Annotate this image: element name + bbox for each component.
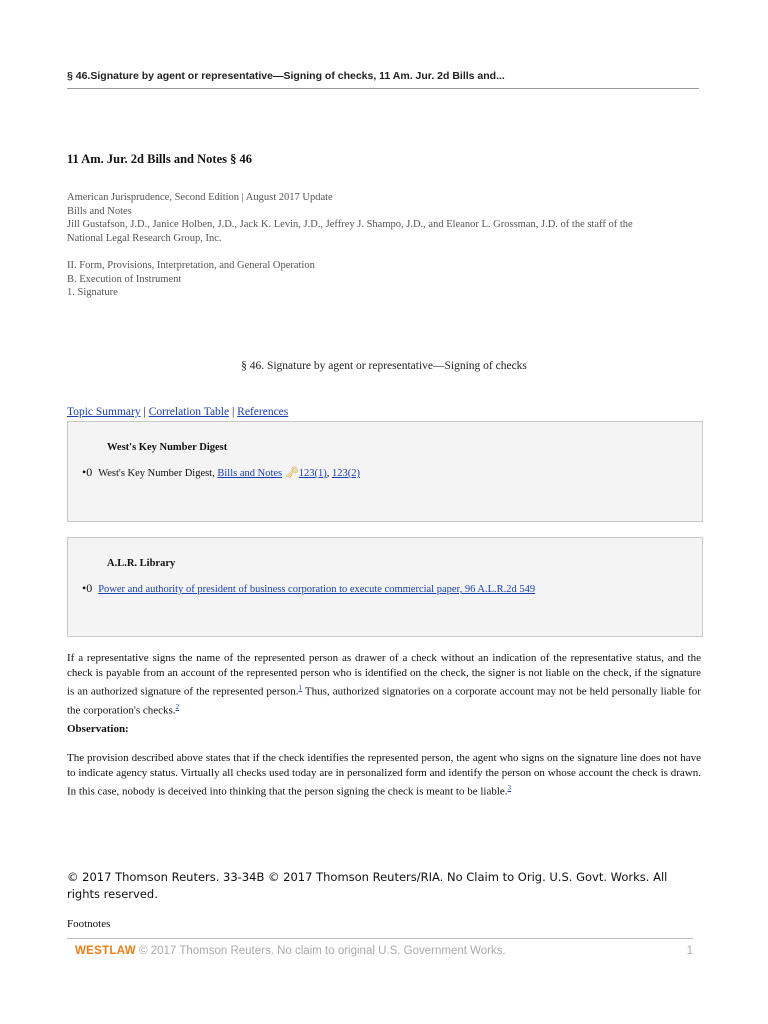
para-text: The provision described above states that if the check identifies the represented person, the agent who signs on the signature line does not have to indicate agency status. Virtually all checks used today are in personalized form and identify the person on whose account the check is drawn. In this case, nobody is deceived into thinking that the person signing the check is meant to be liable.: [67, 752, 701, 799]
footnote-link-2[interactable]: 2: [175, 703, 180, 712]
observation-paragraph: [67, 751, 701, 800]
footnotes-label: Footnotes: [67, 918, 111, 930]
document-citation: 11 Am. Jur. 2d Bills and Notes § 46: [67, 152, 252, 166]
para-text: Thus, authorized signatories on a corporate account may not be held personally liable for the corporation's checks.: [67, 686, 701, 717]
footer-divider: [67, 938, 693, 939]
meta-line: National Legal Research Group, Inc.: [67, 232, 222, 244]
topic-links: [67, 406, 288, 418]
outline-line: 1. Signature: [67, 287, 118, 299]
bullet-marker: •0: [82, 581, 93, 595]
meta-line: American Jurisprudence, Second Edition | August 2017 Update: [67, 192, 333, 203]
bullet-marker: •0: [82, 465, 93, 479]
section-heading: § 46. Signature by agent or representative—Signing of checks: [241, 360, 527, 372]
observation-heading: Observation:: [67, 723, 129, 735]
key-number-digest-box: [67, 421, 703, 522]
westlaw-logo: WESTLAW: [75, 945, 136, 957]
copyright-notice: © 2017 Thomson Reuters. 33-34B © 2017 Thomson Reuters/RIA. No Claim to Orig. U.S. Govt. Works. All rights reserved.: [67, 870, 668, 901]
key-digest-item: [82, 465, 360, 480]
outline-line: II. Form, Provisions, Interpretation, and General Operation: [67, 260, 315, 271]
key-digest-title: West's Key Number Digest: [107, 442, 228, 453]
outline-line: B. Execution of Instrument: [67, 273, 182, 285]
meta-line: Bills and Notes: [67, 205, 132, 217]
key-icon: 🗝: [284, 467, 299, 479]
alr-library-box: [67, 537, 703, 637]
header-divider: [67, 88, 699, 89]
references-link[interactable]: References: [237, 406, 289, 418]
para-text: If a representative signs the name of the represented person as drawer of a check without an indication of the representative status, and the check is payable from an account of the represented person who is identified on the check, the signer is not liable on the check, if the signature is an authorized signature of the represented person.: [67, 652, 701, 699]
alr-title: A.L.R. Library: [107, 558, 176, 569]
bills-and-notes-link[interactable]: Bills and Notes: [217, 468, 283, 479]
link-separator: |: [229, 406, 238, 418]
key-123-2-link[interactable]: 123(2): [331, 468, 360, 479]
meta-line: Jill Gustafson, J.D., Janice Holben, J.D., Jack K. Levin, J.D., Jeffrey J. Shampo, J.D., and Eleanor L. Grossman, J.D. of the staff of the: [67, 219, 633, 231]
document-outline: [67, 259, 315, 300]
correlation-table-link[interactable]: Correlation Table: [148, 406, 230, 418]
key-123-1-link[interactable]: 123(1): [298, 468, 327, 479]
document-metadata: [67, 191, 707, 245]
link-separator: |: [140, 406, 149, 418]
alr-item: [82, 581, 535, 596]
alr-annotation-link[interactable]: Power and authority of president of business corporation to execute commercial paper, 96 A.L.R.2d 549: [98, 584, 536, 595]
page-number: 1: [686, 945, 693, 957]
page-header-title: § 46.Signature by agent or representative—Signing of checks, 11 Am. Jur. 2d Bills and...: [67, 70, 505, 82]
footnote-link-1[interactable]: 1: [298, 684, 302, 693]
footer-text: © 2017 Thomson Reuters. No claim to original U.S. Government Works.: [139, 945, 506, 957]
topic-summary-link[interactable]: Topic Summary: [67, 406, 141, 418]
body-paragraph: [67, 651, 701, 719]
footnote-link-3[interactable]: 3: [507, 784, 512, 793]
key-digest-prefix: West's Key Number Digest,: [98, 468, 218, 479]
comma: ,: [326, 468, 332, 479]
page-footer: [75, 945, 695, 957]
